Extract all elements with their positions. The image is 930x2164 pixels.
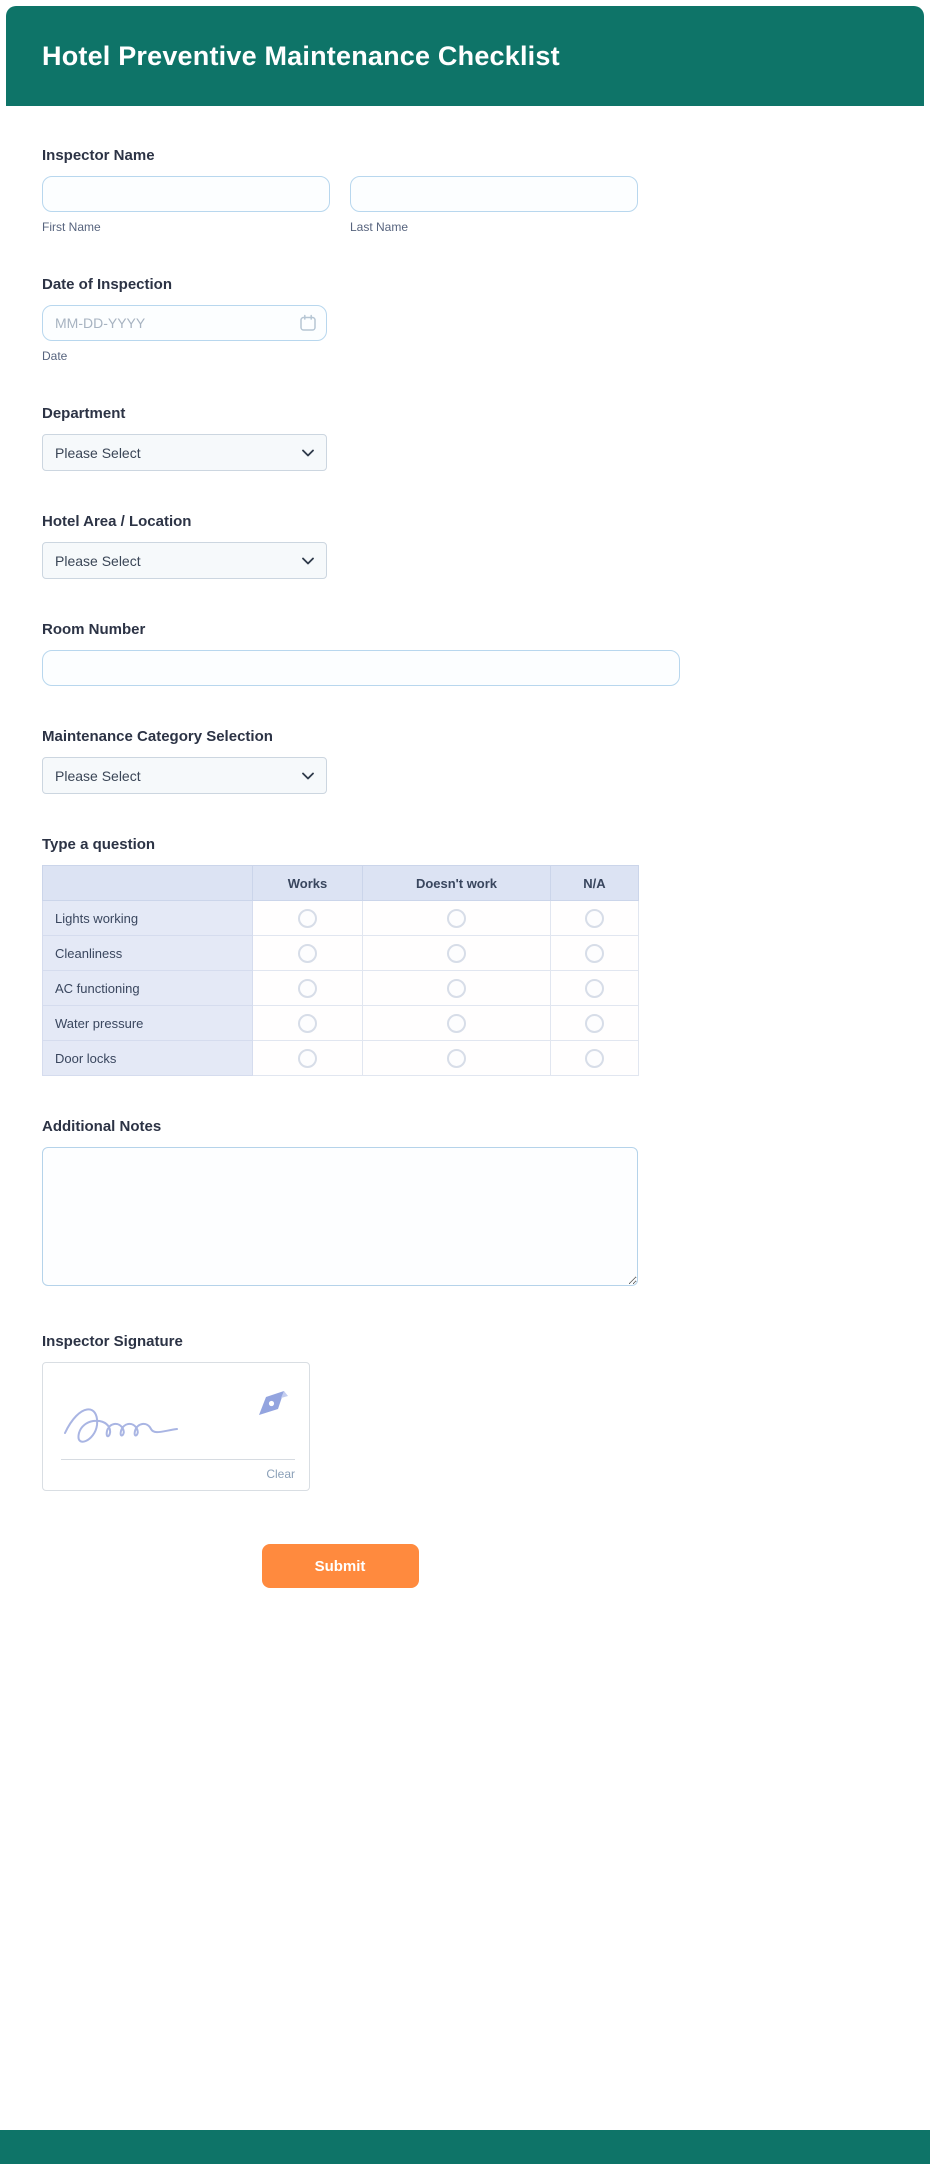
- matrix-radio[interactable]: [585, 979, 604, 998]
- matrix-cell: [363, 1006, 551, 1041]
- matrix-radio[interactable]: [298, 909, 317, 928]
- field-additional-notes: [42, 1118, 680, 1291]
- field-inspector-name: [42, 147, 680, 234]
- matrix-cell: [363, 1041, 551, 1076]
- notes-label: Additional Notes: [42, 1118, 162, 1135]
- room-number-label: Room Number: [42, 621, 146, 638]
- matrix-cell: [363, 936, 551, 971]
- field-hotel-area: [42, 513, 680, 579]
- matrix-cell: [363, 971, 551, 1006]
- maintenance-category-label: Maintenance Category Selection: [42, 728, 273, 745]
- signature-pad[interactable]: [42, 1362, 310, 1491]
- matrix-column-header: Works: [253, 866, 363, 901]
- hotel-area-selected-value: Please Select: [55, 552, 141, 569]
- inspector-name-label: Inspector Name: [42, 147, 155, 164]
- matrix-radio[interactable]: [298, 1014, 317, 1033]
- chevron-down-icon: [302, 449, 314, 457]
- matrix-row: [43, 1006, 639, 1041]
- matrix-row: [43, 971, 639, 1006]
- matrix-row-label: Lights working: [43, 901, 253, 936]
- form-content: [0, 106, 680, 1588]
- first-name-col: [42, 176, 330, 234]
- page-title: Hotel Preventive Maintenance Checklist: [42, 40, 560, 71]
- field-signature: [42, 1333, 680, 1491]
- matrix-row: [43, 936, 639, 971]
- matrix-row-label: AC functioning: [43, 971, 253, 1006]
- matrix-cell: [551, 936, 639, 971]
- matrix-radio[interactable]: [585, 944, 604, 963]
- matrix-cell: [551, 971, 639, 1006]
- chevron-down-icon: [302, 557, 314, 565]
- matrix-header-row: [43, 866, 639, 901]
- signature-stroke: [59, 1385, 259, 1453]
- matrix-radio[interactable]: [585, 1014, 604, 1033]
- matrix-column-header: Doesn't work: [363, 866, 551, 901]
- calendar-icon[interactable]: [299, 314, 317, 332]
- matrix-radio[interactable]: [298, 944, 317, 963]
- field-date-of-inspection: [42, 276, 680, 363]
- matrix-radio[interactable]: [298, 979, 317, 998]
- signature-label: Inspector Signature: [42, 1333, 183, 1350]
- submit-button[interactable]: Submit: [262, 1544, 419, 1588]
- matrix-cell: [551, 1006, 639, 1041]
- hotel-area-select[interactable]: [42, 542, 327, 579]
- department-select[interactable]: [42, 434, 327, 471]
- room-number-input[interactable]: [42, 650, 680, 686]
- field-room-number: [42, 621, 680, 686]
- matrix-row-label: Water pressure: [43, 1006, 253, 1041]
- date-sublabel: Date: [42, 349, 68, 363]
- matrix-cell: [253, 936, 363, 971]
- department-label: Department: [42, 405, 126, 422]
- matrix-corner-cell: [43, 866, 253, 901]
- matrix-radio[interactable]: [585, 909, 604, 928]
- first-name-sublabel: First Name: [42, 220, 101, 234]
- footer-strip: [0, 2130, 930, 2164]
- matrix-radio[interactable]: [447, 909, 466, 928]
- matrix-cell: [253, 1006, 363, 1041]
- matrix-row-label: Cleanliness: [43, 936, 253, 971]
- matrix-radio[interactable]: [447, 944, 466, 963]
- hotel-area-label: Hotel Area / Location: [42, 513, 192, 530]
- maintenance-category-selected-value: Please Select: [55, 767, 141, 784]
- pen-nib-icon: [257, 1389, 289, 1419]
- form-header: [6, 6, 924, 106]
- name-row: [42, 176, 638, 234]
- maintenance-category-select[interactable]: [42, 757, 327, 794]
- field-department: [42, 405, 680, 471]
- matrix-cell: [551, 1041, 639, 1076]
- matrix-cell: [253, 1041, 363, 1076]
- matrix-row: [43, 1041, 639, 1076]
- first-name-input[interactable]: [42, 176, 330, 212]
- field-matrix: [42, 836, 680, 1076]
- matrix-cell: [363, 901, 551, 936]
- matrix-radio[interactable]: [298, 1049, 317, 1068]
- notes-textarea[interactable]: [42, 1147, 638, 1286]
- matrix-table: [42, 865, 639, 1076]
- matrix-radio[interactable]: [447, 1014, 466, 1033]
- clear-button[interactable]: Clear: [266, 1467, 295, 1481]
- matrix-cell: [253, 971, 363, 1006]
- last-name-input[interactable]: [350, 176, 638, 212]
- date-label: Date of Inspection: [42, 276, 173, 293]
- matrix-cell: [551, 901, 639, 936]
- last-name-col: [350, 176, 638, 234]
- matrix-cell: [253, 901, 363, 936]
- matrix-row: [43, 901, 639, 936]
- chevron-down-icon: [302, 772, 314, 780]
- department-selected-value: Please Select: [55, 444, 141, 461]
- matrix-row-label: Door locks: [43, 1041, 253, 1076]
- date-input-wrap: [42, 305, 327, 341]
- submit-row: [42, 1544, 638, 1588]
- matrix-radio[interactable]: [447, 1049, 466, 1068]
- matrix-column-header: N/A: [551, 866, 639, 901]
- signature-line: [61, 1459, 295, 1460]
- matrix-radio[interactable]: [447, 979, 466, 998]
- field-maintenance-category: [42, 728, 680, 794]
- date-input[interactable]: [42, 305, 327, 341]
- last-name-sublabel: Last Name: [350, 220, 409, 234]
- matrix-label: Type a question: [42, 836, 156, 853]
- matrix-radio[interactable]: [585, 1049, 604, 1068]
